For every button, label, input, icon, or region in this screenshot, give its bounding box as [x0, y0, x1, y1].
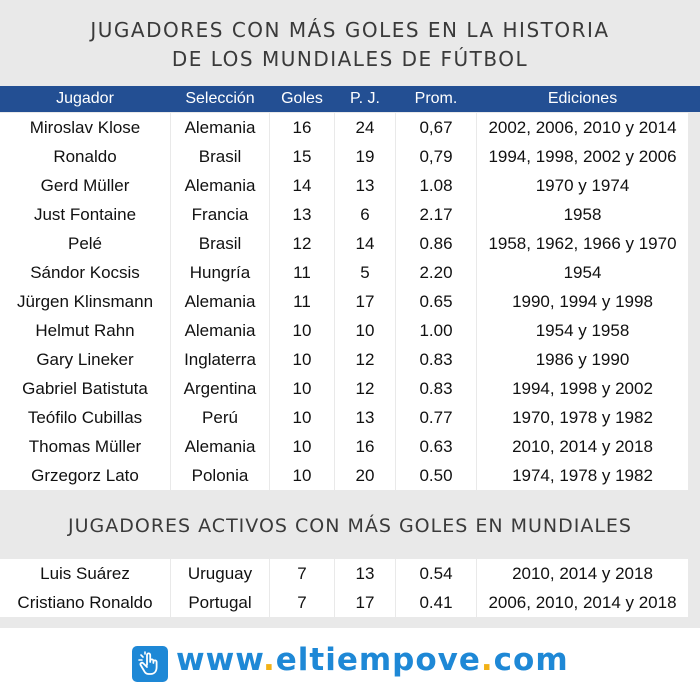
table-row: [0, 200, 700, 229]
cell-seleccion: Alemania: [171, 113, 269, 142]
cell-jugador: Teófilo Cubillas: [0, 403, 170, 432]
cell-prom: 0.65: [396, 287, 476, 316]
table-row: [0, 432, 700, 461]
cell-jugador: Gary Lineker: [0, 345, 170, 374]
cell-pj: 12: [335, 374, 395, 403]
page-title: [0, 16, 700, 74]
cell-jugador: Helmut Rahn: [0, 316, 170, 345]
header-ediciones: Ediciones: [547, 90, 618, 107]
cell-seleccion: Brasil: [171, 142, 269, 171]
cell-seleccion: Alemania: [171, 287, 269, 316]
cell-prom: 1.00: [396, 316, 476, 345]
table-row: [0, 374, 700, 403]
cell-pj: 17: [335, 287, 395, 316]
cell-jugador: Cristiano Ronaldo: [0, 588, 170, 617]
cell-seleccion: Perú: [171, 403, 269, 432]
cell-ediciones: 1954: [477, 258, 688, 287]
table-row: [0, 287, 700, 316]
cell-ediciones: 2010, 2014 y 2018: [477, 559, 688, 588]
site-dot-1: .: [262, 642, 276, 678]
header-goles: Goles: [281, 90, 323, 107]
cell-prom: 0.83: [396, 374, 476, 403]
cell-prom: 0.83: [396, 345, 476, 374]
site-name: eltiempove: [275, 642, 481, 678]
header-jugador: Jugador: [56, 90, 114, 107]
table-row: [0, 258, 700, 287]
cell-jugador: Pelé: [0, 229, 170, 258]
cell-pj: 17: [335, 588, 395, 617]
cell-goles: 11: [270, 287, 334, 316]
cell-pj: 16: [335, 432, 395, 461]
table-row: [0, 559, 700, 588]
cell-seleccion: Francia: [171, 200, 269, 229]
cell-goles: 10: [270, 316, 334, 345]
table-row: [0, 345, 700, 374]
header-seleccion: Selección: [185, 90, 255, 107]
cell-prom: 0.50: [396, 461, 476, 490]
cell-pj: 14: [335, 229, 395, 258]
cell-goles: 10: [270, 345, 334, 374]
table-row: [0, 171, 700, 200]
cell-prom: 2.17: [396, 200, 476, 229]
cell-seleccion: Inglaterra: [171, 345, 269, 374]
table-row: [0, 461, 700, 490]
site-suffix: com: [493, 642, 569, 678]
cell-pj: 13: [335, 171, 395, 200]
cell-pj: 20: [335, 461, 395, 490]
cell-seleccion: Uruguay: [171, 559, 269, 588]
site-url[interactable]: [176, 642, 569, 678]
header-pj: P. J.: [350, 90, 380, 107]
cell-jugador: Miroslav Klose: [0, 113, 170, 142]
cell-pj: 19: [335, 142, 395, 171]
cell-pj: 10: [335, 316, 395, 345]
cell-ediciones: 2006, 2010, 2014 y 2018: [477, 588, 688, 617]
site-prefix: www: [176, 642, 263, 678]
cell-goles: 10: [270, 403, 334, 432]
cell-pj: 5: [335, 258, 395, 287]
cell-ediciones: 1974, 1978 y 1982: [477, 461, 688, 490]
cell-ediciones: 2010, 2014 y 2018: [477, 432, 688, 461]
cell-seleccion: Hungría: [171, 258, 269, 287]
site-dot-2: .: [480, 642, 494, 678]
table-row: [0, 403, 700, 432]
cell-goles: 15: [270, 142, 334, 171]
table-row: [0, 316, 700, 345]
table-row: [0, 113, 700, 142]
cell-jugador: Just Fontaine: [0, 200, 170, 229]
cell-jugador: Grzegorz Lato: [0, 461, 170, 490]
cell-prom: 0.41: [396, 588, 476, 617]
title-line-1: JUGADORES CON MÁS GOLES EN LA HISTORIA: [90, 18, 610, 42]
cell-ediciones: 1958: [477, 200, 688, 229]
cell-jugador: Gerd Müller: [0, 171, 170, 200]
cell-prom: 0,79: [396, 142, 476, 171]
hand-pointer-icon: [132, 646, 168, 682]
cell-prom: 0.86: [396, 229, 476, 258]
cell-pj: 6: [335, 200, 395, 229]
cell-goles: 14: [270, 171, 334, 200]
cell-pj: 24: [335, 113, 395, 142]
cell-goles: 11: [270, 258, 334, 287]
cell-ediciones: 2002, 2006, 2010 y 2014: [477, 113, 688, 142]
cell-jugador: Sándor Kocsis: [0, 258, 170, 287]
cell-prom: 0,67: [396, 113, 476, 142]
cell-seleccion: Alemania: [171, 432, 269, 461]
cell-prom: 2.20: [396, 258, 476, 287]
table-row: [0, 142, 700, 171]
cell-ediciones: 1958, 1962, 1966 y 1970: [477, 229, 688, 258]
cell-ediciones: 1954 y 1958: [477, 316, 688, 345]
cell-prom: 0.77: [396, 403, 476, 432]
title-line-2: DE LOS MUNDIALES DE FÚTBOL: [171, 47, 529, 71]
cell-goles: 16: [270, 113, 334, 142]
cell-prom: 0.54: [396, 559, 476, 588]
cell-jugador: Thomas Müller: [0, 432, 170, 461]
cell-ediciones: 1986 y 1990: [477, 345, 688, 374]
cell-seleccion: Alemania: [171, 316, 269, 345]
header-prom: Prom.: [414, 90, 458, 107]
cell-goles: 10: [270, 432, 334, 461]
cell-jugador: Jürgen Klinsmann: [0, 287, 170, 316]
cell-pj: 13: [335, 403, 395, 432]
cell-goles: 7: [270, 559, 334, 588]
cell-goles: 10: [270, 461, 334, 490]
cell-pj: 13: [335, 559, 395, 588]
cell-ediciones: 1994, 1998 y 2002: [477, 374, 688, 403]
cell-goles: 10: [270, 374, 334, 403]
cell-jugador: Gabriel Batistuta: [0, 374, 170, 403]
cell-pj: 12: [335, 345, 395, 374]
cell-jugador: Ronaldo: [0, 142, 170, 171]
cell-ediciones: 1994, 1998, 2002 y 2006: [477, 142, 688, 171]
cell-seleccion: Alemania: [171, 171, 269, 200]
cell-seleccion: Brasil: [171, 229, 269, 258]
cell-prom: 1.08: [396, 171, 476, 200]
cell-prom: 0.63: [396, 432, 476, 461]
cell-ediciones: 1990, 1994 y 1998: [477, 287, 688, 316]
table-header: [0, 86, 700, 112]
table-row: [0, 588, 700, 617]
cell-goles: 7: [270, 588, 334, 617]
cell-seleccion: Polonia: [171, 461, 269, 490]
footer: [0, 628, 700, 700]
cell-goles: 12: [270, 229, 334, 258]
cell-goles: 13: [270, 200, 334, 229]
cell-seleccion: Argentina: [171, 374, 269, 403]
cell-jugador: Luis Suárez: [0, 559, 170, 588]
cell-ediciones: 1970, 1978 y 1982: [477, 403, 688, 432]
active-players-title: JUGADORES ACTIVOS CON MÁS GOLES EN MUNDIALES: [68, 515, 632, 537]
table-row: [0, 229, 700, 258]
cell-ediciones: 1970 y 1974: [477, 171, 688, 200]
cell-seleccion: Portugal: [171, 588, 269, 617]
